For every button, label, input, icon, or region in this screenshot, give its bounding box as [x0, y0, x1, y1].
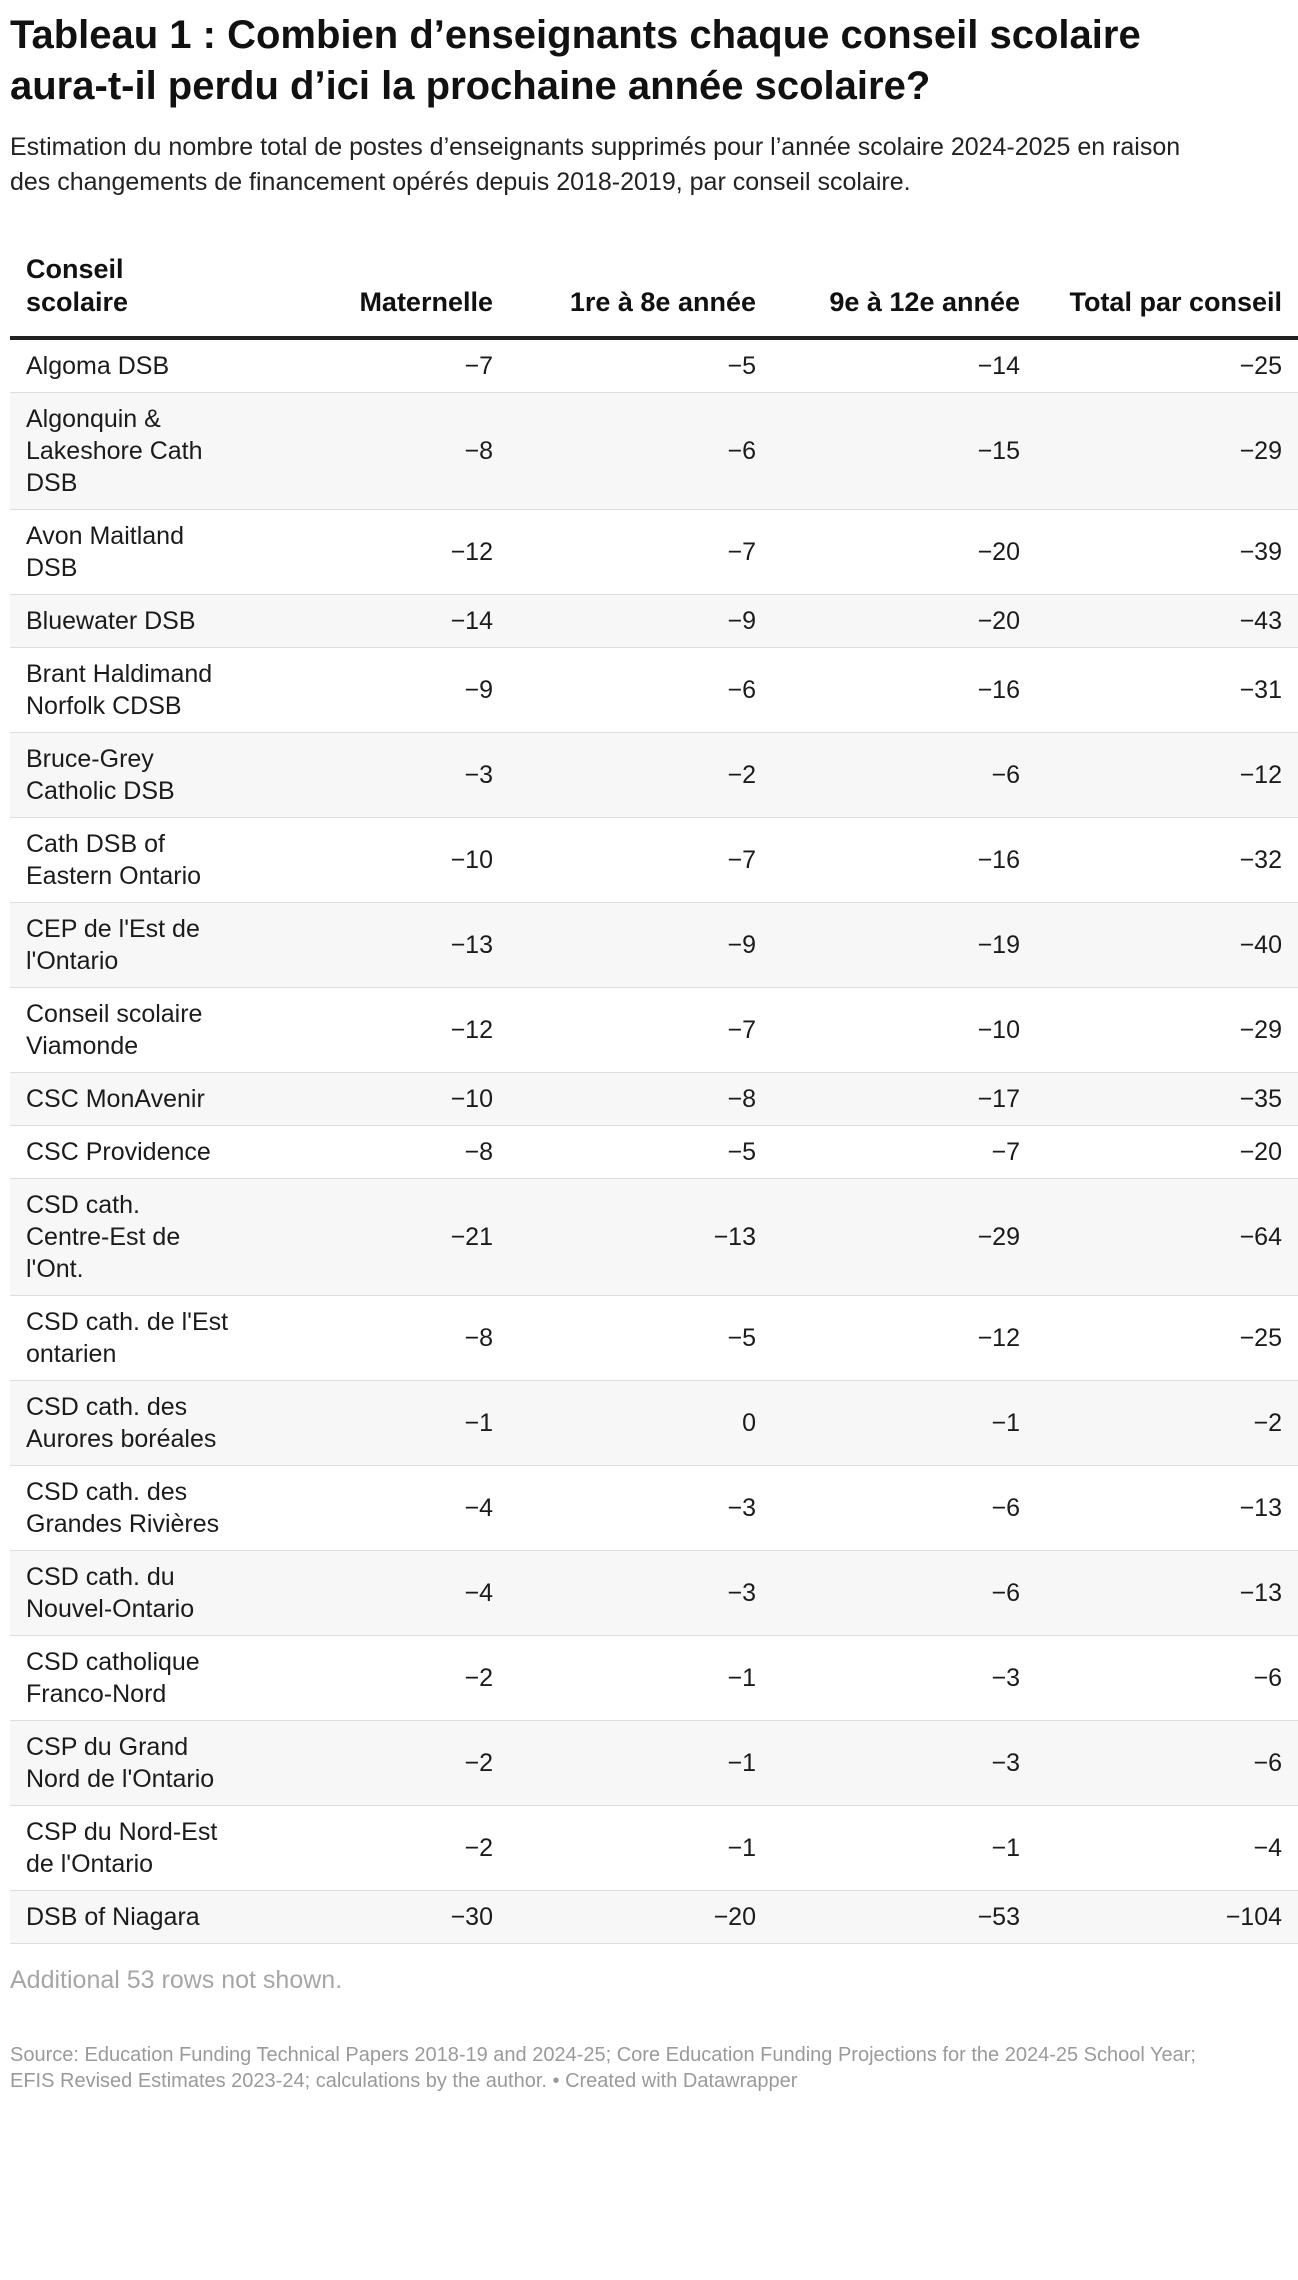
cell-total: −32 [1036, 818, 1298, 903]
cell-9e-12e: −6 [772, 733, 1036, 818]
cell-maternelle: −2 [246, 1721, 509, 1806]
column-header-maternelle: Maternelle [246, 238, 509, 338]
cell-9e-12e: −20 [772, 595, 1036, 648]
cell-conseil: Algonquin & Lakeshore Cath DSB [10, 393, 246, 510]
cell-conseil: Bruce-Grey Catholic DSB [10, 733, 246, 818]
cell-maternelle: −4 [246, 1551, 509, 1636]
cell-conseil: Algoma DSB [10, 338, 246, 393]
cell-total: −13 [1036, 1466, 1298, 1551]
cell-9e-12e: −20 [772, 510, 1036, 595]
table-body [10, 338, 1298, 1944]
table-header [10, 238, 1298, 338]
cell-maternelle: −9 [246, 648, 509, 733]
chart-subtitle: Estimation du nombre total de postes d’enseignants supprimés pour l’année scolaire 2024-2025 en raison des changements de financement opérés depuis 2018-2019, par conseil scolaire. [10, 133, 1181, 196]
cell-conseil: CSD cath. du Nouvel-Ontario [10, 1551, 246, 1636]
table-row [10, 903, 1298, 988]
cell-maternelle: −10 [246, 1073, 509, 1126]
cell-total: −35 [1036, 1073, 1298, 1126]
table-row [10, 1073, 1298, 1126]
column-header-9e-12e: 9e à 12e année [772, 238, 1036, 338]
cell-maternelle: −8 [246, 393, 509, 510]
cell-maternelle: −8 [246, 1126, 509, 1179]
cell-total: −64 [1036, 1179, 1298, 1296]
cell-total: −39 [1036, 510, 1298, 595]
cell-total: −31 [1036, 648, 1298, 733]
table-row [10, 648, 1298, 733]
cell-conseil: CSP du Nord-Est de l'Ontario [10, 1806, 246, 1891]
table-row [10, 1381, 1298, 1466]
cell-maternelle: −10 [246, 818, 509, 903]
table-row [10, 1296, 1298, 1381]
chart-title: Tableau 1 : Combien d’enseignants chaque conseil scolaire aura-t-il perdu d’ici la prochaine année scolaire? [10, 13, 1141, 108]
cell-1re-8e: −5 [509, 338, 772, 393]
table-row [10, 1551, 1298, 1636]
cell-maternelle: −2 [246, 1806, 509, 1891]
cell-maternelle: −13 [246, 903, 509, 988]
cell-1re-8e: −7 [509, 818, 772, 903]
cell-total: −40 [1036, 903, 1298, 988]
cell-conseil: Avon Maitland DSB [10, 510, 246, 595]
cell-conseil: Brant Haldimand Norfolk CDSB [10, 648, 246, 733]
table-row [10, 1466, 1298, 1551]
cell-maternelle: −1 [246, 1381, 509, 1466]
cell-1re-8e: −6 [509, 393, 772, 510]
cell-maternelle: −4 [246, 1466, 509, 1551]
cell-9e-12e: −10 [772, 988, 1036, 1073]
cell-1re-8e: −8 [509, 1073, 772, 1126]
table-row [10, 1179, 1298, 1296]
cell-9e-12e: −14 [772, 338, 1036, 393]
cell-9e-12e: −3 [772, 1636, 1036, 1721]
cell-conseil: Bluewater DSB [10, 595, 246, 648]
cell-maternelle: −12 [246, 510, 509, 595]
cell-total: −25 [1036, 1296, 1298, 1381]
cell-total: −43 [1036, 595, 1298, 648]
cell-9e-12e: −16 [772, 818, 1036, 903]
rows-hidden-note: Additional 53 rows not shown. [10, 1966, 343, 1994]
cell-1re-8e: −1 [509, 1806, 772, 1891]
cell-9e-12e: −29 [772, 1179, 1036, 1296]
cell-1re-8e: −1 [509, 1636, 772, 1721]
cell-total: −29 [1036, 988, 1298, 1073]
cell-1re-8e: −3 [509, 1466, 772, 1551]
cell-maternelle: −30 [246, 1891, 509, 1944]
column-header-total: Total par conseil [1036, 238, 1298, 338]
cell-conseil: CSD cath. des Aurores boréales [10, 1381, 246, 1466]
table-row [10, 1891, 1298, 1944]
cell-1re-8e: −13 [509, 1179, 772, 1296]
cell-1re-8e: −20 [509, 1891, 772, 1944]
table-row [10, 338, 1298, 393]
cell-total: −20 [1036, 1126, 1298, 1179]
cell-total: −25 [1036, 338, 1298, 393]
cell-maternelle: −14 [246, 595, 509, 648]
cell-maternelle: −12 [246, 988, 509, 1073]
cell-1re-8e: −7 [509, 510, 772, 595]
cell-9e-12e: −19 [772, 903, 1036, 988]
cell-conseil: CSD catholique Franco-Nord [10, 1636, 246, 1721]
cell-9e-12e: −7 [772, 1126, 1036, 1179]
cell-maternelle: −7 [246, 338, 509, 393]
cell-total: −6 [1036, 1721, 1298, 1806]
cell-conseil: CEP de l'Est de l'Ontario [10, 903, 246, 988]
cell-9e-12e: −6 [772, 1466, 1036, 1551]
cell-maternelle: −2 [246, 1636, 509, 1721]
cell-conseil: CSP du Grand Nord de l'Ontario [10, 1721, 246, 1806]
data-table [10, 238, 1298, 1944]
table-row [10, 1636, 1298, 1721]
cell-1re-8e: −1 [509, 1721, 772, 1806]
cell-conseil: CSD cath. Centre-Est de l'Ont. [10, 1179, 246, 1296]
cell-1re-8e: −6 [509, 648, 772, 733]
cell-total: −6 [1036, 1636, 1298, 1721]
table-row [10, 1721, 1298, 1806]
cell-conseil: CSD cath. de l'Est ontarien [10, 1296, 246, 1381]
table-row [10, 988, 1298, 1073]
cell-9e-12e: −16 [772, 648, 1036, 733]
cell-total: −13 [1036, 1551, 1298, 1636]
cell-9e-12e: −1 [772, 1806, 1036, 1891]
cell-total: −4 [1036, 1806, 1298, 1891]
column-header-1re-8e: 1re à 8e année [509, 238, 772, 338]
table-row [10, 1126, 1298, 1179]
cell-1re-8e: −3 [509, 1551, 772, 1636]
cell-maternelle: −8 [246, 1296, 509, 1381]
cell-9e-12e: −6 [772, 1551, 1036, 1636]
cell-9e-12e: −1 [772, 1381, 1036, 1466]
table-row [10, 733, 1298, 818]
cell-total: −29 [1036, 393, 1298, 510]
cell-conseil: Cath DSB of Eastern Ontario [10, 818, 246, 903]
cell-total: −12 [1036, 733, 1298, 818]
table-row [10, 595, 1298, 648]
cell-maternelle: −21 [246, 1179, 509, 1296]
cell-conseil: CSD cath. des Grandes Rivières [10, 1466, 246, 1551]
cell-1re-8e: 0 [509, 1381, 772, 1466]
cell-conseil: CSC MonAvenir [10, 1073, 246, 1126]
cell-1re-8e: −5 [509, 1126, 772, 1179]
table-row [10, 1806, 1298, 1891]
table-row [10, 510, 1298, 595]
column-header-conseil: Conseil scolaire [10, 238, 246, 338]
cell-9e-12e: −15 [772, 393, 1036, 510]
cell-9e-12e: −3 [772, 1721, 1036, 1806]
cell-total: −2 [1036, 1381, 1298, 1466]
cell-conseil: CSC Providence [10, 1126, 246, 1179]
cell-1re-8e: −9 [509, 903, 772, 988]
header-row [10, 238, 1298, 338]
cell-9e-12e: −53 [772, 1891, 1036, 1944]
cell-9e-12e: −17 [772, 1073, 1036, 1126]
cell-conseil: Conseil scolaire Viamonde [10, 988, 246, 1073]
table-row [10, 393, 1298, 510]
table-row [10, 818, 1298, 903]
cell-1re-8e: −2 [509, 733, 772, 818]
cell-maternelle: −3 [246, 733, 509, 818]
cell-1re-8e: −5 [509, 1296, 772, 1381]
cell-1re-8e: −9 [509, 595, 772, 648]
cell-conseil: DSB of Niagara [10, 1891, 246, 1944]
cell-9e-12e: −12 [772, 1296, 1036, 1381]
source-footer: Source: Education Funding Technical Papers 2018-19 and 2024-25; Core Education Funding Projections for the 2024-25 School Year; EFIS Revised Estimates 2023-24; calculations by the author. • Created with Datawrapper [10, 2044, 1196, 2092]
cell-total: −104 [1036, 1891, 1298, 1944]
cell-1re-8e: −7 [509, 988, 772, 1073]
